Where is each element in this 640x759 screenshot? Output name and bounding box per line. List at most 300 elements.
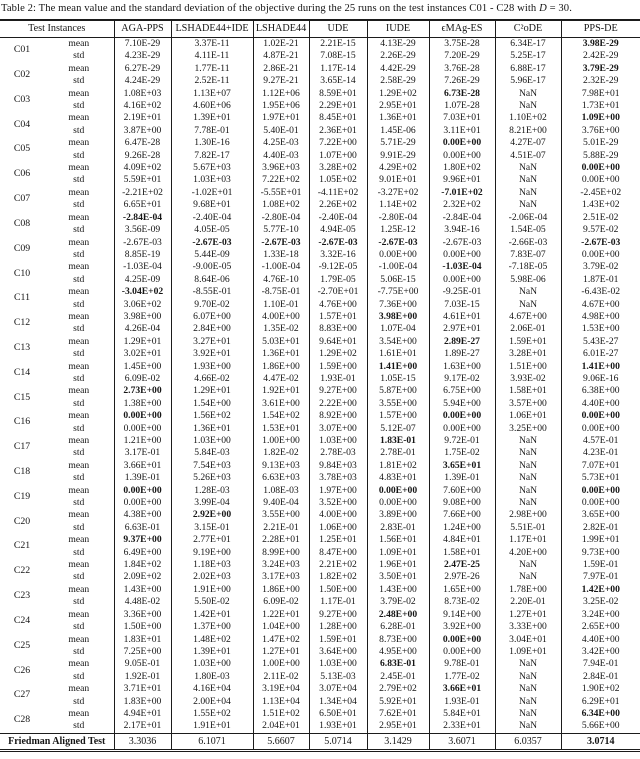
stat-label: std	[73, 720, 85, 732]
table-header	[0, 20, 640, 38]
value-cell: 2.89E-27	[429, 336, 495, 348]
value-cell: 5.44E-09	[171, 249, 253, 261]
value-cell: 5.51E-01	[495, 522, 561, 534]
value-cell: 4.48E-02	[114, 596, 171, 608]
value-cell: 1.17E-01	[309, 596, 367, 608]
value-cell: 5.71E-29	[367, 137, 429, 149]
table-row	[0, 112, 640, 124]
table-row	[0, 224, 640, 236]
value-cell: 1.36E+01	[367, 112, 429, 124]
value-cell: 4.23E-01	[561, 447, 640, 459]
value-cell: 9.57E-02	[561, 224, 640, 236]
value-cell: 3.75E-28	[429, 38, 495, 51]
value-cell: -6.43E-02	[561, 286, 640, 298]
table-row	[0, 571, 640, 583]
value-cell: -4.11E+02	[309, 187, 367, 199]
table-row	[0, 435, 640, 447]
value-cell: 1.41E+00	[367, 361, 429, 373]
stat-label: std	[73, 124, 85, 136]
value-cell: 1.29E+02	[309, 348, 367, 360]
value-cell: 4.11E-11	[171, 50, 253, 62]
value-cell: 1.04E+00	[253, 621, 309, 633]
value-cell: 9.17E-02	[429, 373, 495, 385]
stat-label: mean	[68, 583, 90, 595]
stat-label: mean	[68, 633, 90, 645]
stat-label: mean	[68, 683, 90, 695]
value-cell: 4.00E+00	[253, 311, 309, 323]
value-cell: 2.09E+02	[114, 571, 171, 583]
value-cell: 9.13E+03	[253, 460, 309, 472]
value-cell: 1.13E+07	[171, 88, 253, 100]
value-cell: 1.95E+06	[253, 100, 309, 112]
value-cell: 4.57E-01	[561, 435, 640, 447]
value-cell: -2.80E-04	[253, 212, 309, 224]
value-cell: 6.49E+00	[114, 547, 171, 559]
value-cell: -2.67E-03	[171, 237, 253, 249]
value-cell: 1.92E+01	[253, 385, 309, 397]
stat-label: std	[73, 248, 85, 260]
value-cell: -2.40E-04	[171, 212, 253, 224]
value-cell: 9.27E+00	[309, 609, 367, 621]
value-cell: NaN	[495, 571, 561, 583]
algorithm-header: UDE	[309, 20, 367, 38]
value-cell: -2.84E-04	[114, 212, 171, 224]
table-row	[0, 658, 640, 670]
friedman-value: 5.0714	[309, 733, 367, 750]
value-cell: 5.67E+03	[171, 162, 253, 174]
value-cell: 1.58E+01	[429, 547, 495, 559]
value-cell: NaN	[495, 460, 561, 472]
value-cell: 3.98E+00	[114, 311, 171, 323]
stat-label: mean	[68, 87, 90, 99]
stat-label: std	[73, 571, 85, 583]
value-cell: 1.43E+00	[114, 584, 171, 596]
value-cell: -8.55E-01	[171, 286, 253, 298]
table-row	[0, 584, 640, 596]
table-row	[0, 460, 640, 472]
value-cell: -2.70E+01	[309, 286, 367, 298]
value-cell: -2.84E-04	[429, 212, 495, 224]
stat-label: std	[73, 521, 85, 533]
value-cell: 3.64E+00	[309, 646, 367, 658]
stat-label: std	[73, 323, 85, 335]
value-cell: 6.88E-17	[495, 63, 561, 75]
value-cell: 6.09E-02	[253, 596, 309, 608]
value-cell: 0.00E+00	[561, 174, 640, 186]
value-cell: 0.00E+00	[114, 485, 171, 497]
value-cell: 5.13E-03	[309, 671, 367, 683]
value-cell: 1.00E+00	[253, 658, 309, 670]
value-cell: 3.19E+04	[253, 683, 309, 695]
value-cell: 1.93E-01	[309, 373, 367, 385]
value-cell: 5.01E-29	[561, 137, 640, 149]
value-cell: 4.94E+01	[114, 708, 171, 720]
table-row	[0, 311, 640, 323]
instance-label: C16	[13, 416, 31, 428]
instance-label: C13	[13, 341, 31, 353]
value-cell: 3.78E+03	[309, 472, 367, 484]
value-cell: 1.97E+01	[253, 112, 309, 124]
table-row	[0, 497, 640, 509]
value-cell: 6.73E-28	[429, 88, 495, 100]
friedman-value: 6.1071	[171, 733, 253, 750]
value-cell: 1.80E+02	[429, 162, 495, 174]
table-row	[0, 199, 640, 211]
instance-label: C05	[13, 143, 31, 155]
value-cell: 5.73E+01	[561, 472, 640, 484]
value-cell: NaN	[495, 497, 561, 509]
value-cell: 0.00E+00	[561, 410, 640, 422]
stat-label: mean	[68, 62, 90, 74]
stat-label: mean	[68, 137, 90, 149]
value-cell: 0.00E+00	[561, 485, 640, 497]
value-cell: 1.87E-01	[561, 274, 640, 286]
value-cell: 6.63E-01	[114, 522, 171, 534]
value-cell: 1.56E+02	[171, 410, 253, 422]
value-cell: 1.53E+00	[561, 323, 640, 335]
table-row	[0, 509, 640, 521]
value-cell: 4.84E+01	[429, 534, 495, 546]
value-cell: 2.02E+03	[171, 571, 253, 583]
value-cell: 2.00E+04	[171, 696, 253, 708]
value-cell: 7.03E-15	[429, 299, 495, 311]
results-table	[0, 19, 640, 752]
value-cell: 7.07E+01	[561, 460, 640, 472]
value-cell: 1.08E-03	[253, 485, 309, 497]
value-cell: 7.78E-01	[171, 125, 253, 137]
value-cell: 2.95E+01	[367, 720, 429, 733]
stat-label: mean	[68, 112, 90, 124]
value-cell: 3.28E+01	[495, 348, 561, 360]
value-cell: 1.93E-01	[429, 696, 495, 708]
value-cell: 1.58E+01	[495, 385, 561, 397]
value-cell: 6.47E-28	[114, 137, 171, 149]
value-cell: 1.93E+00	[171, 361, 253, 373]
value-cell: 1.59E+00	[309, 361, 367, 373]
value-cell: 2.86E-21	[253, 63, 309, 75]
stat-label: std	[73, 372, 85, 384]
value-cell: 3.99E-04	[171, 497, 253, 509]
value-cell: 1.91E+01	[171, 720, 253, 733]
value-cell: 9.84E+03	[309, 460, 367, 472]
value-cell: 5.92E+01	[367, 696, 429, 708]
value-cell: 3.65E+00	[561, 509, 640, 521]
friedman-label: Friedman Aligned Test	[0, 733, 114, 750]
value-cell: 3.65E-14	[309, 75, 367, 87]
value-cell: 1.03E+00	[309, 658, 367, 670]
stat-label: std	[73, 670, 85, 682]
instance-label: C02	[13, 69, 31, 81]
value-cell: 1.08E+03	[114, 88, 171, 100]
value-cell: 3.54E+00	[367, 336, 429, 348]
value-cell: 1.83E+00	[114, 696, 171, 708]
value-cell: 3.07E+00	[309, 423, 367, 435]
value-cell: 3.50E+01	[367, 571, 429, 583]
value-cell: 3.25E-02	[561, 596, 640, 608]
value-cell: 1.36E+01	[171, 423, 253, 435]
value-cell: 0.00E+00	[429, 150, 495, 162]
caption-text-after: = 30.	[546, 3, 572, 14]
value-cell: NaN	[495, 299, 561, 311]
value-cell: 8.59E+01	[309, 88, 367, 100]
value-cell: 3.79E-02	[367, 596, 429, 608]
value-cell: 8.83E+00	[309, 323, 367, 335]
value-cell: 1.10E-01	[253, 299, 309, 311]
stat-label: std	[73, 149, 85, 161]
value-cell: 3.07E+04	[309, 683, 367, 695]
value-cell: 3.61E+00	[253, 398, 309, 410]
value-cell: -8.75E-01	[253, 286, 309, 298]
value-cell: 3.87E+00	[114, 125, 171, 137]
value-cell: 2.92E+00	[171, 509, 253, 521]
value-cell: 1.10E+02	[495, 112, 561, 124]
value-cell: 1.50E+00	[114, 621, 171, 633]
value-cell: 7.22E+00	[309, 137, 367, 149]
value-cell: 1.39E-01	[114, 472, 171, 484]
value-cell: 9.40E-04	[253, 497, 309, 509]
value-cell: 1.86E+00	[253, 361, 309, 373]
stat-label: mean	[68, 658, 90, 670]
value-cell: 1.39E-01	[429, 472, 495, 484]
value-cell: 8.21E+00	[495, 125, 561, 137]
value-cell: 6.83E-01	[367, 658, 429, 670]
value-cell: 7.62E+01	[367, 708, 429, 720]
table-row	[0, 609, 640, 621]
value-cell: 0.00E+00	[429, 137, 495, 149]
value-cell: 7.22E+02	[253, 174, 309, 186]
value-cell: -2.67E-03	[309, 237, 367, 249]
value-cell: 1.05E+02	[309, 174, 367, 186]
value-cell: 6.63E+03	[253, 472, 309, 484]
value-cell: 1.42E+00	[561, 584, 640, 596]
algorithm-header: LSHADE44+IDE	[171, 20, 253, 38]
table-row	[0, 100, 640, 112]
value-cell: 0.00E+00	[429, 423, 495, 435]
friedman-value: 6.0357	[495, 733, 561, 750]
value-cell: 7.94E-01	[561, 658, 640, 670]
value-cell: 7.97E-01	[561, 571, 640, 583]
instance-label: C06	[13, 168, 31, 180]
stat-label: mean	[68, 459, 90, 471]
value-cell: 5.94E+00	[429, 398, 495, 410]
value-cell: NaN	[495, 174, 561, 186]
value-cell: 4.66E-02	[171, 373, 253, 385]
value-cell: 1.17E-14	[309, 63, 367, 75]
value-cell: 4.09E+02	[114, 162, 171, 174]
value-cell: 1.59E+01	[495, 336, 561, 348]
table-row	[0, 373, 640, 385]
value-cell: 9.06E-16	[561, 373, 640, 385]
stat-label: mean	[68, 707, 90, 719]
value-cell: 2.21E-15	[309, 38, 367, 51]
value-cell: 3.89E+00	[367, 509, 429, 521]
value-cell: 2.45E-01	[367, 671, 429, 683]
value-cell: -2.67E-03	[429, 237, 495, 249]
value-cell: 3.25E+00	[495, 423, 561, 435]
value-cell: -2.45E+02	[561, 187, 640, 199]
value-cell: 1.29E+01	[171, 385, 253, 397]
value-cell: 7.25E+00	[114, 646, 171, 658]
value-cell: 1.43E+00	[367, 584, 429, 596]
value-cell: 1.24E+00	[429, 522, 495, 534]
table-row	[0, 261, 640, 273]
value-cell: 1.57E+00	[367, 410, 429, 422]
value-cell: 4.24E-29	[114, 75, 171, 87]
value-cell: 9.91E-29	[367, 150, 429, 162]
value-cell: 1.33E-18	[253, 249, 309, 261]
value-cell: 0.00E+00	[429, 274, 495, 286]
value-cell: 0.00E+00	[114, 410, 171, 422]
value-cell: 1.56E+01	[367, 534, 429, 546]
value-cell: 3.42E+00	[561, 646, 640, 658]
value-cell: NaN	[495, 671, 561, 683]
value-cell: 4.16E+02	[114, 100, 171, 112]
table-row	[0, 485, 640, 497]
value-cell: 6.01E-27	[561, 348, 640, 360]
table-row	[0, 596, 640, 608]
stat-label: std	[73, 596, 85, 608]
value-cell: 1.55E+02	[171, 708, 253, 720]
value-cell: 3.32E-16	[309, 249, 367, 261]
stat-label: mean	[68, 534, 90, 546]
value-cell: 2.97E+01	[429, 323, 495, 335]
stat-label: std	[73, 497, 85, 509]
instance-label: C08	[13, 217, 31, 229]
value-cell: 1.27E+01	[253, 646, 309, 658]
value-cell: 5.25E-17	[495, 50, 561, 62]
value-cell: 1.53E+01	[253, 423, 309, 435]
value-cell: 2.42E-29	[561, 50, 640, 62]
value-cell: 2.47E-25	[429, 559, 495, 571]
value-cell: -7.18E-05	[495, 261, 561, 273]
value-cell: 9.05E-01	[114, 658, 171, 670]
value-cell: 2.77E+01	[171, 534, 253, 546]
value-cell: 1.99E+01	[561, 534, 640, 546]
table-row	[0, 534, 640, 546]
value-cell: 9.26E-28	[114, 150, 171, 162]
value-cell: 1.82E-02	[253, 447, 309, 459]
value-cell: 1.36E+01	[253, 348, 309, 360]
stat-label: std	[73, 100, 85, 112]
value-cell: 4.98E+00	[561, 311, 640, 323]
instance-label: C19	[13, 490, 31, 502]
value-cell: 1.61E+01	[367, 348, 429, 360]
table-row	[0, 162, 640, 174]
value-cell: -2.67E-03	[114, 237, 171, 249]
value-cell: 8.92E+00	[309, 410, 367, 422]
value-cell: 1.79E-05	[309, 274, 367, 286]
value-cell: 1.93E+01	[309, 720, 367, 733]
stat-label: std	[73, 174, 85, 186]
value-cell: 1.51E+00	[495, 361, 561, 373]
value-cell: 7.03E+01	[429, 112, 495, 124]
value-cell: 0.00E+00	[561, 497, 640, 509]
value-cell: 9.27E-21	[253, 75, 309, 87]
value-cell: 6.09E-02	[114, 373, 171, 385]
value-cell: -9.00E-05	[171, 261, 253, 273]
value-cell: 4.76E-10	[253, 274, 309, 286]
value-cell: 2.51E-02	[561, 212, 640, 224]
value-cell: 1.06E+00	[309, 522, 367, 534]
table-row	[0, 348, 640, 360]
value-cell: 1.73E+01	[561, 100, 640, 112]
value-cell: -1.03E-04	[429, 261, 495, 273]
value-cell: -2.67E-03	[561, 237, 640, 249]
stat-label: mean	[68, 385, 90, 397]
value-cell: 1.65E+00	[429, 584, 495, 596]
value-cell: 1.09E+01	[495, 646, 561, 658]
value-cell: 7.82E-17	[171, 150, 253, 162]
stat-label: mean	[68, 335, 90, 347]
value-cell: NaN	[495, 162, 561, 174]
value-cell: 1.13E+04	[253, 696, 309, 708]
friedman-value: 3.6071	[429, 733, 495, 750]
value-cell: -2.06E-04	[495, 212, 561, 224]
value-cell: 1.50E+00	[309, 584, 367, 596]
value-cell: NaN	[495, 199, 561, 211]
table-row	[0, 696, 640, 708]
value-cell: 1.03E+00	[309, 435, 367, 447]
algorithm-header: LSHADE44	[253, 20, 309, 38]
value-cell: 5.84E-03	[171, 447, 253, 459]
value-cell: 1.59E-01	[561, 559, 640, 571]
table-row	[0, 671, 640, 683]
instance-label: C07	[13, 193, 31, 205]
value-cell: 5.06E-15	[367, 274, 429, 286]
value-cell: -1.02E+01	[171, 187, 253, 199]
value-cell: -2.66E-03	[495, 237, 561, 249]
stat-label: mean	[68, 236, 90, 248]
value-cell: 2.65E+00	[561, 621, 640, 633]
value-cell: 4.40E-03	[253, 150, 309, 162]
value-cell: 3.65E+01	[429, 460, 495, 472]
friedman-row	[0, 733, 640, 750]
value-cell: 1.45E-06	[367, 125, 429, 137]
stat-label: mean	[68, 186, 90, 198]
value-cell: NaN	[495, 696, 561, 708]
value-cell: 2.83E-01	[367, 522, 429, 534]
value-cell: 2.79E+02	[367, 683, 429, 695]
value-cell: 6.29E+01	[561, 696, 640, 708]
stat-label: std	[73, 50, 85, 62]
stat-label: mean	[68, 360, 90, 372]
stat-label: mean	[68, 608, 90, 620]
value-cell: -3.04E+02	[114, 286, 171, 298]
value-cell: 1.34E+04	[309, 696, 367, 708]
value-cell: NaN	[495, 447, 561, 459]
value-cell: -9.25E-01	[429, 286, 495, 298]
value-cell: 1.80E-03	[171, 671, 253, 683]
value-cell: 3.79E-29	[561, 63, 640, 75]
value-cell: 5.12E-07	[367, 423, 429, 435]
table-caption	[0, 2, 640, 19]
table-row	[0, 361, 640, 373]
value-cell: 3.36E+00	[114, 609, 171, 621]
value-cell: 4.40E+00	[561, 398, 640, 410]
value-cell: 2.73E+00	[114, 385, 171, 397]
instance-label: C27	[13, 689, 31, 701]
stat-label: std	[73, 224, 85, 236]
table-row	[0, 50, 640, 62]
table-row	[0, 38, 640, 51]
value-cell: 1.09E+01	[367, 547, 429, 559]
value-cell: 4.25E-03	[253, 137, 309, 149]
table-row	[0, 212, 640, 224]
value-cell: 5.96E-17	[495, 75, 561, 87]
value-cell: 0.00E+00	[429, 249, 495, 261]
value-cell: 6.75E+00	[429, 385, 495, 397]
friedman-value: 3.3036	[114, 733, 171, 750]
